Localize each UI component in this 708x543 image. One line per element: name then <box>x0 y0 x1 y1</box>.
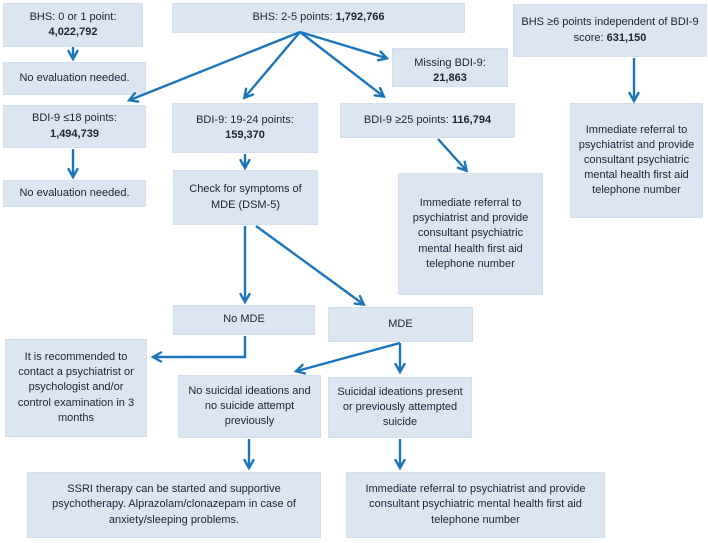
node-suicidal-ideations <box>328 377 472 438</box>
node-label: SSRI therapy can be started and supportive psychotherapy. Alprazolam/clonazepam in case of anxiety/sleeping problems. <box>52 483 296 526</box>
arrow-bhs25-to-bdi25 <box>300 32 383 96</box>
node-bdi9-ge25 <box>340 103 515 138</box>
arrow-check-to-mde <box>256 226 363 304</box>
node-recommend-psychiatrist <box>5 339 147 437</box>
node-bhs-0-1-point <box>3 3 143 47</box>
node-label: No evaluation needed. <box>19 71 130 84</box>
node-no-evaluation-1 <box>3 62 146 95</box>
node-count: 1,792,766 <box>335 11 385 24</box>
arrow-bhs25-to-bdi1924 <box>245 32 300 97</box>
node-label: Immediate referral to psychiatrist and provide consultant psychiatric mental health first aid telephone number <box>365 483 586 526</box>
arrow-bhs25-to-missing <box>300 32 386 58</box>
node-count: 4,022,792 <box>48 26 98 38</box>
node-no-mde <box>173 305 315 335</box>
node-label: Immediate referral to psychiatrist and provide consultant psychiatric mental health first aid telephone number <box>578 123 695 197</box>
node-label: BHS: 2-5 points: <box>252 11 333 24</box>
node-label: MDE <box>388 317 413 330</box>
node-bhs-2-5-points <box>172 3 465 33</box>
arrow-mde-to-nosuicidal <box>297 343 400 371</box>
node-bhs-6-plus-points <box>513 4 707 57</box>
node-referral-right <box>570 103 703 218</box>
node-label: Check for symptoms of MDE (DSM-5) <box>189 183 302 211</box>
node-no-suicidal-ideations <box>178 375 321 438</box>
node-mde <box>328 307 473 342</box>
node-bdi9-le18 <box>3 105 146 148</box>
node-count: 631,150 <box>606 31 647 44</box>
node-label: BDI-9 ≤18 points: <box>32 112 117 125</box>
node-label: BHS ≥6 points independent of BDI-9 score: <box>521 16 699 44</box>
node-count: 21,863 <box>433 72 467 85</box>
node-label: Suicidal ideations present or previously attempted suicide <box>337 385 463 429</box>
node-label: BHS: 0 or 1 point: <box>29 10 117 23</box>
node-count: 159,370 <box>225 129 265 141</box>
arrow-bdi25-to-referral-mid <box>438 139 466 170</box>
node-referral-bottom <box>346 472 605 538</box>
node-missing-bdi9 <box>392 48 508 87</box>
node-label: No MDE <box>223 313 265 326</box>
node-label: Immediate referral to psychiatrist and provide consultant psychiatric mental health first aid telephone number <box>412 197 529 270</box>
node-bdi9-19-24 <box>172 103 318 153</box>
node-label: No evaluation needed. <box>19 186 130 199</box>
node-count: 1,494,739 <box>50 127 99 140</box>
node-count: 116,794 <box>451 113 492 126</box>
node-check-mde <box>173 170 318 225</box>
arrow-nomde-to-recommend <box>154 336 245 357</box>
node-referral-mid <box>398 173 543 295</box>
node-label: Missing BDI-9: <box>414 57 486 69</box>
node-ssri-therapy <box>27 472 321 538</box>
arrow-bhs25-to-bdi18 <box>130 32 300 100</box>
node-no-evaluation-2 <box>3 180 146 207</box>
node-label: BDI-9: 19-24 points: <box>196 113 294 126</box>
node-label: It is recommended to contact a psychiatrist or psychologist and/or control examination in 3 months <box>17 351 135 424</box>
node-label: No suicidal ideations and no suicide attempt previously <box>188 384 311 428</box>
node-label: BDI-9 ≥25 points: <box>363 113 449 126</box>
